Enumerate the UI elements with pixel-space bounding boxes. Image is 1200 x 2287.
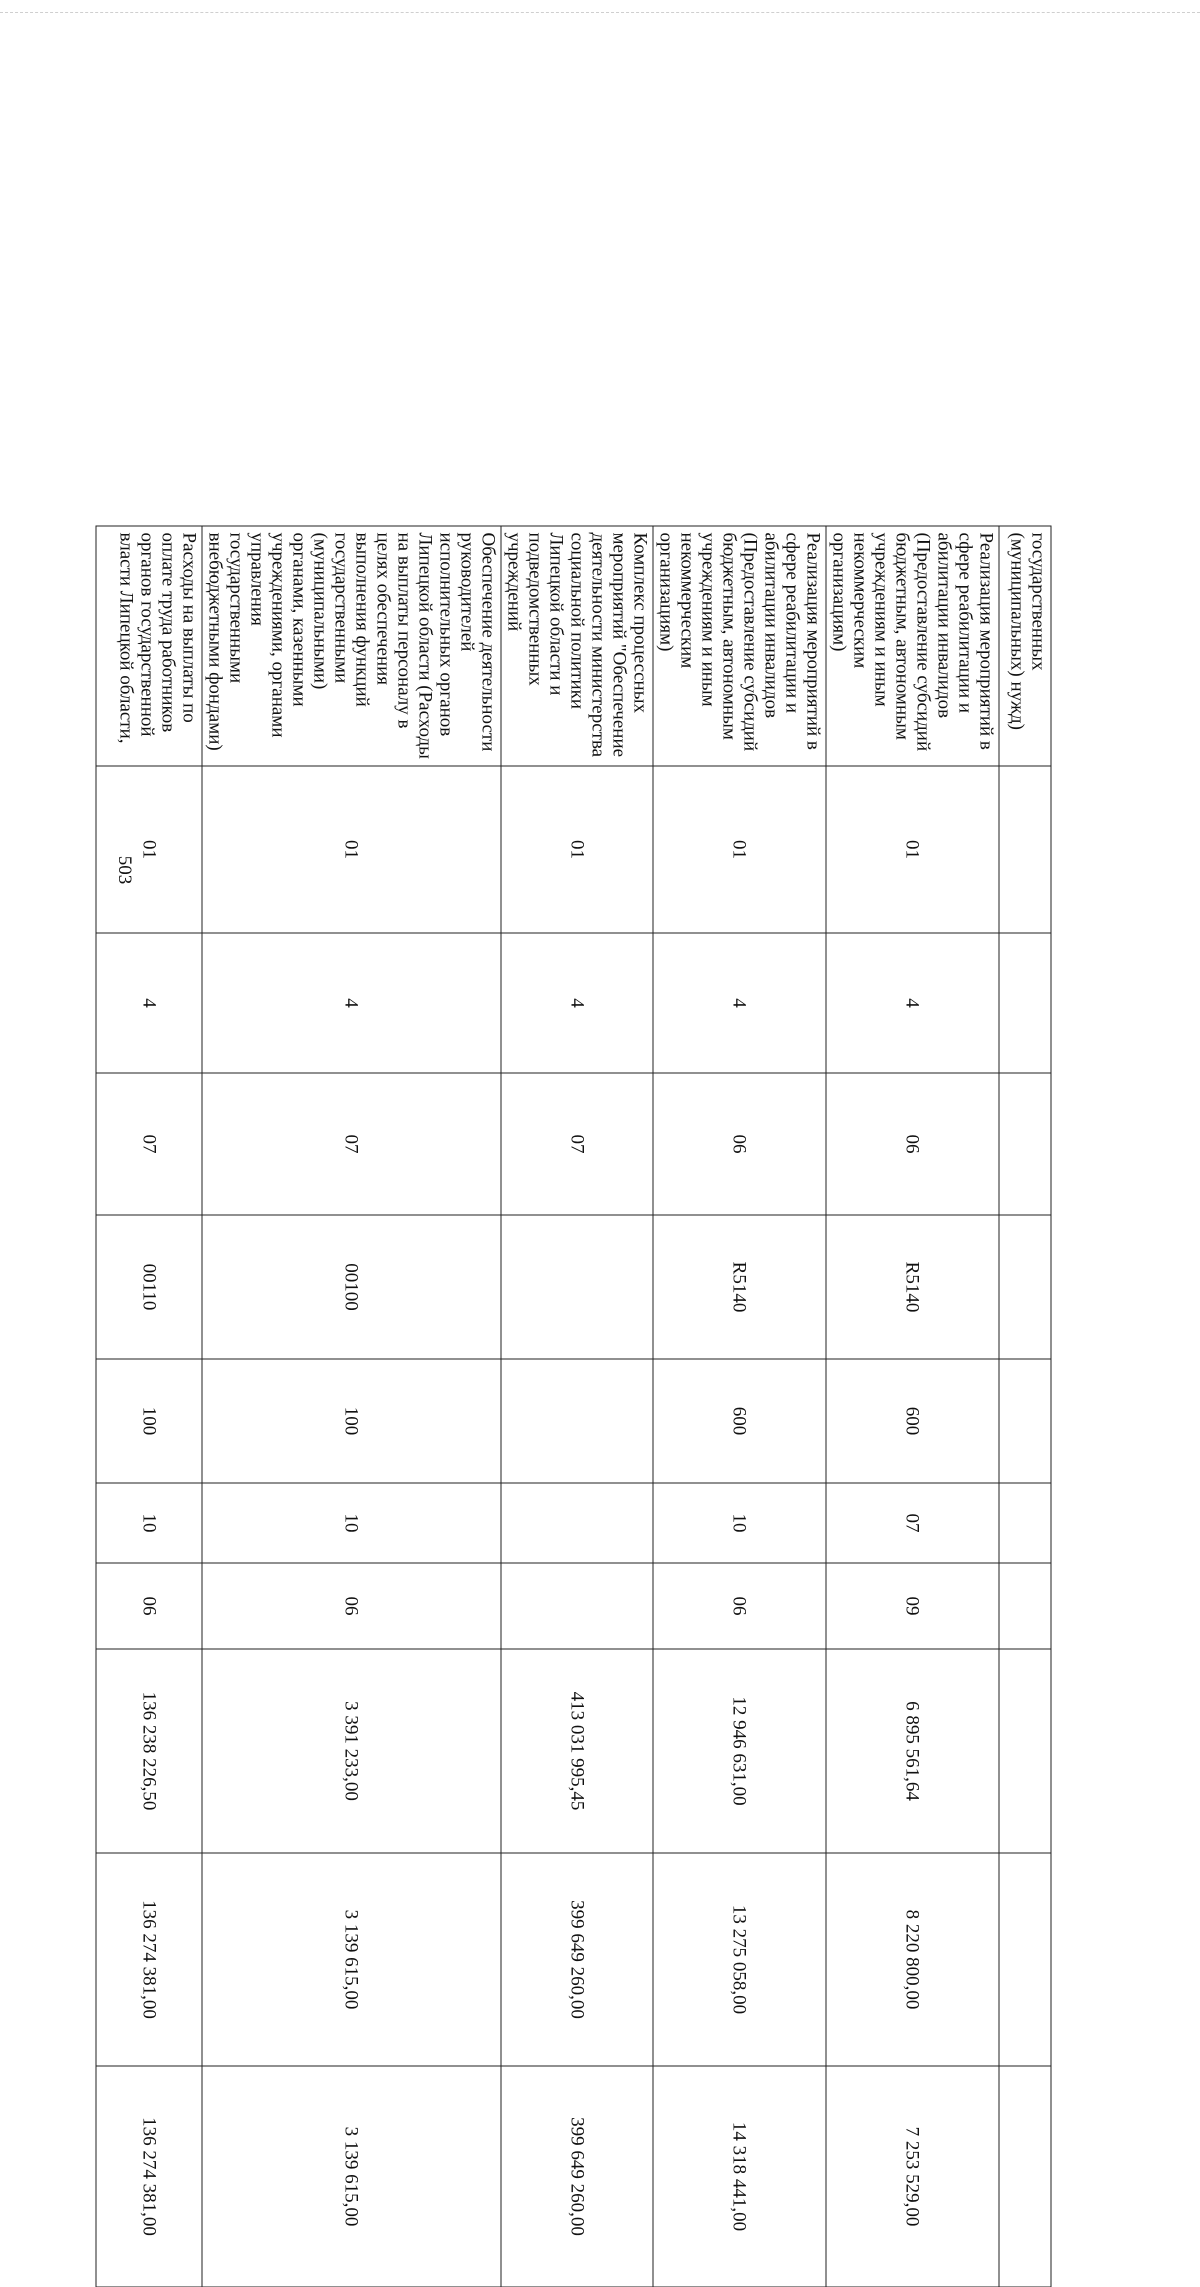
cell-direction: R5140	[653, 1215, 826, 1359]
cell-direction: 00100	[202, 1215, 501, 1359]
cell-subprogram: 06	[653, 1073, 826, 1215]
cell-name: государственных (муниципальных) нужд)	[999, 526, 1051, 766]
page-number: 503	[114, 855, 135, 885]
table-row	[826, 526, 999, 2287]
cell-subprogram: 07	[202, 1073, 501, 1215]
cell-amount-3: 3 139 615,00	[202, 2066, 501, 2287]
cell-program: 01	[653, 766, 826, 933]
cell-amount-2: 399 649 260,00	[501, 1853, 653, 2066]
cell-direction	[999, 1215, 1051, 1359]
scan-edge-line	[0, 12, 1200, 13]
cell-expense-type: 600	[653, 1359, 826, 1483]
cell-subsection: 06	[653, 1563, 826, 1649]
cell-program: 01	[202, 766, 501, 933]
cell-amount-2	[999, 1853, 1051, 2066]
cell-expense-type	[999, 1359, 1051, 1483]
cell-subprogram: 07	[96, 1073, 202, 1215]
cell-section	[501, 1483, 653, 1563]
cell-subsection: 09	[826, 1563, 999, 1649]
cell-amount-1: 6 895 561,64	[826, 1649, 999, 1853]
table-row	[501, 526, 653, 2287]
cell-amount-1: 12 946 631,00	[653, 1649, 826, 1853]
table-row	[999, 526, 1051, 2287]
cell-subsection	[999, 1563, 1051, 1649]
cell-expense-type: 100	[96, 1359, 202, 1483]
cell-direction	[501, 1215, 653, 1359]
cell-section	[999, 1483, 1051, 1563]
cell-name: Обеспечение деятельности руководителей исполнительных органов Липецкой области (Расходы на выплаты персоналу в целях обеспечения выполнения функций государственными (муниципальными) органами, казенными учреждениями, органами управления государственными внебюджетными фондами)	[202, 526, 501, 766]
cell-subsection: 06	[96, 1563, 202, 1649]
cell-program	[999, 766, 1051, 933]
cell-type: 4	[826, 933, 999, 1073]
cell-direction: 00110	[96, 1215, 202, 1359]
cell-subsection	[501, 1563, 653, 1649]
cell-amount-3: 399 649 260,00	[501, 2066, 653, 2287]
cell-amount-2: 8 220 800,00	[826, 1853, 999, 2066]
cell-amount-1: 3 391 233,00	[202, 1649, 501, 1853]
cell-section: 07	[826, 1483, 999, 1563]
table-row	[96, 526, 202, 2287]
cell-subsection: 06	[202, 1563, 501, 1649]
cell-amount-1: 136 238 226,50	[96, 1649, 202, 1853]
cell-name: Реализация мероприятий в сфере реабилитации и абилитации инвалидов (Предоставление субсидий бюджетным, автономным учреждениям и иным некоммерческим организациям)	[826, 526, 999, 766]
cell-program: 01	[826, 766, 999, 933]
cell-amount-1	[999, 1649, 1051, 1853]
cell-direction: R5140	[826, 1215, 999, 1359]
cell-subprogram: 07	[501, 1073, 653, 1215]
cell-amount-3: 7 253 529,00	[826, 2066, 999, 2287]
cell-expense-type: 600	[826, 1359, 999, 1483]
cell-name: Расходы на выплаты по оплате труда работников органов государственной власти Липецкой области,	[96, 526, 202, 766]
cell-type: 4	[501, 933, 653, 1073]
cell-expense-type	[501, 1359, 653, 1483]
cell-type	[999, 933, 1051, 1073]
cell-section: 10	[96, 1483, 202, 1563]
cell-type: 4	[653, 933, 826, 1073]
cell-amount-3: 14 318 441,00	[653, 2066, 826, 2287]
cell-amount-1: 413 031 995,45	[501, 1649, 653, 1853]
cell-subprogram: 06	[826, 1073, 999, 1215]
cell-expense-type: 100	[202, 1359, 501, 1483]
cell-section: 10	[202, 1483, 501, 1563]
cell-section: 10	[653, 1483, 826, 1563]
cell-amount-2: 136 274 381,00	[96, 1853, 202, 2066]
cell-type: 4	[96, 933, 202, 1073]
cell-type: 4	[202, 933, 501, 1073]
table-row	[653, 526, 826, 2287]
cell-name: Реализация мероприятий в сфере реабилитации и абилитации инвалидов (Предоставление субсидий бюджетным, автономным учреждениям и иным некоммерческим организациям)	[653, 526, 826, 766]
cell-program: 01	[501, 766, 653, 933]
cell-amount-3	[999, 2066, 1051, 2287]
cell-amount-2: 13 275 058,00	[653, 1853, 826, 2066]
cell-amount-3: 136 274 381,00	[96, 2066, 202, 2287]
cell-subprogram	[999, 1073, 1051, 1215]
cell-program: 01	[96, 766, 202, 933]
cell-amount-2: 3 139 615,00	[202, 1853, 501, 2066]
table-row	[202, 526, 501, 2287]
budget-table	[95, 525, 1051, 2287]
cell-name: Комплекс процессных мероприятий "Обеспечение деятельности министерства социальной политики Липецкой области и подведомственных учреждений	[501, 526, 653, 766]
